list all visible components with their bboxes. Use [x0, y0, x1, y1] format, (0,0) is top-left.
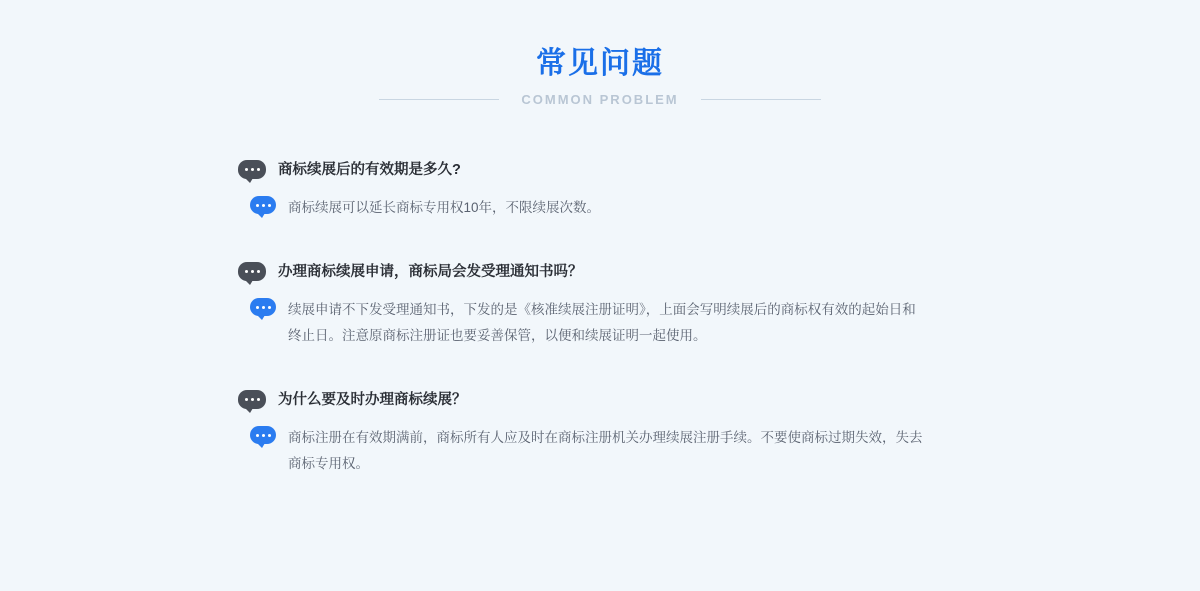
faq-item — [238, 159, 962, 221]
chat-bubble-dark-icon — [238, 390, 266, 409]
divider-left — [379, 99, 499, 100]
divider-right — [701, 99, 821, 100]
faq-answer-row — [238, 425, 962, 477]
faq-answer-row — [238, 195, 962, 221]
faq-list — [0, 159, 1200, 477]
page-title: 常见问题 — [536, 47, 664, 80]
faq-item — [238, 261, 962, 349]
faq-question-row[interactable] — [238, 389, 962, 411]
faq-question-row[interactable] — [238, 261, 962, 283]
faq-answer-text: 续展申请不下发受理通知书，下发的是《核准续展注册证明》，上面会写明续展后的商标权有效的起始日和终止日。注意原商标注册证也要妥善保管，以便和续展证明一起使用。 — [288, 302, 916, 343]
faq-question-text: 商标续展后的有效期是多久? — [278, 162, 461, 178]
faq-question-row[interactable] — [238, 159, 962, 181]
chat-bubble-blue-icon — [250, 196, 276, 214]
faq-answer-text: 商标续展可以延长商标专用权10年，不限续展次数。 — [288, 200, 601, 215]
chat-bubble-blue-icon — [250, 298, 276, 316]
faq-answer-row — [238, 297, 962, 349]
page-subtitle: COMMON PROBLEM — [521, 92, 679, 107]
faq-item — [238, 389, 962, 477]
page-subtitle-row — [0, 92, 1200, 107]
chat-bubble-dark-icon — [238, 262, 266, 281]
faq-answer-text: 商标注册在有效期满前，商标所有人应及时在商标注册机关办理续展注册手续。不要使商标过期失效，失去商标专用权。 — [288, 430, 923, 471]
chat-bubble-blue-icon — [250, 426, 276, 444]
faq-question-text: 办理商标续展申请，商标局会发受理通知书吗？ — [278, 264, 583, 280]
chat-bubble-dark-icon — [238, 160, 266, 179]
faq-question-text: 为什么要及时办理商标续展？ — [278, 392, 467, 408]
page-header — [0, 0, 1200, 107]
